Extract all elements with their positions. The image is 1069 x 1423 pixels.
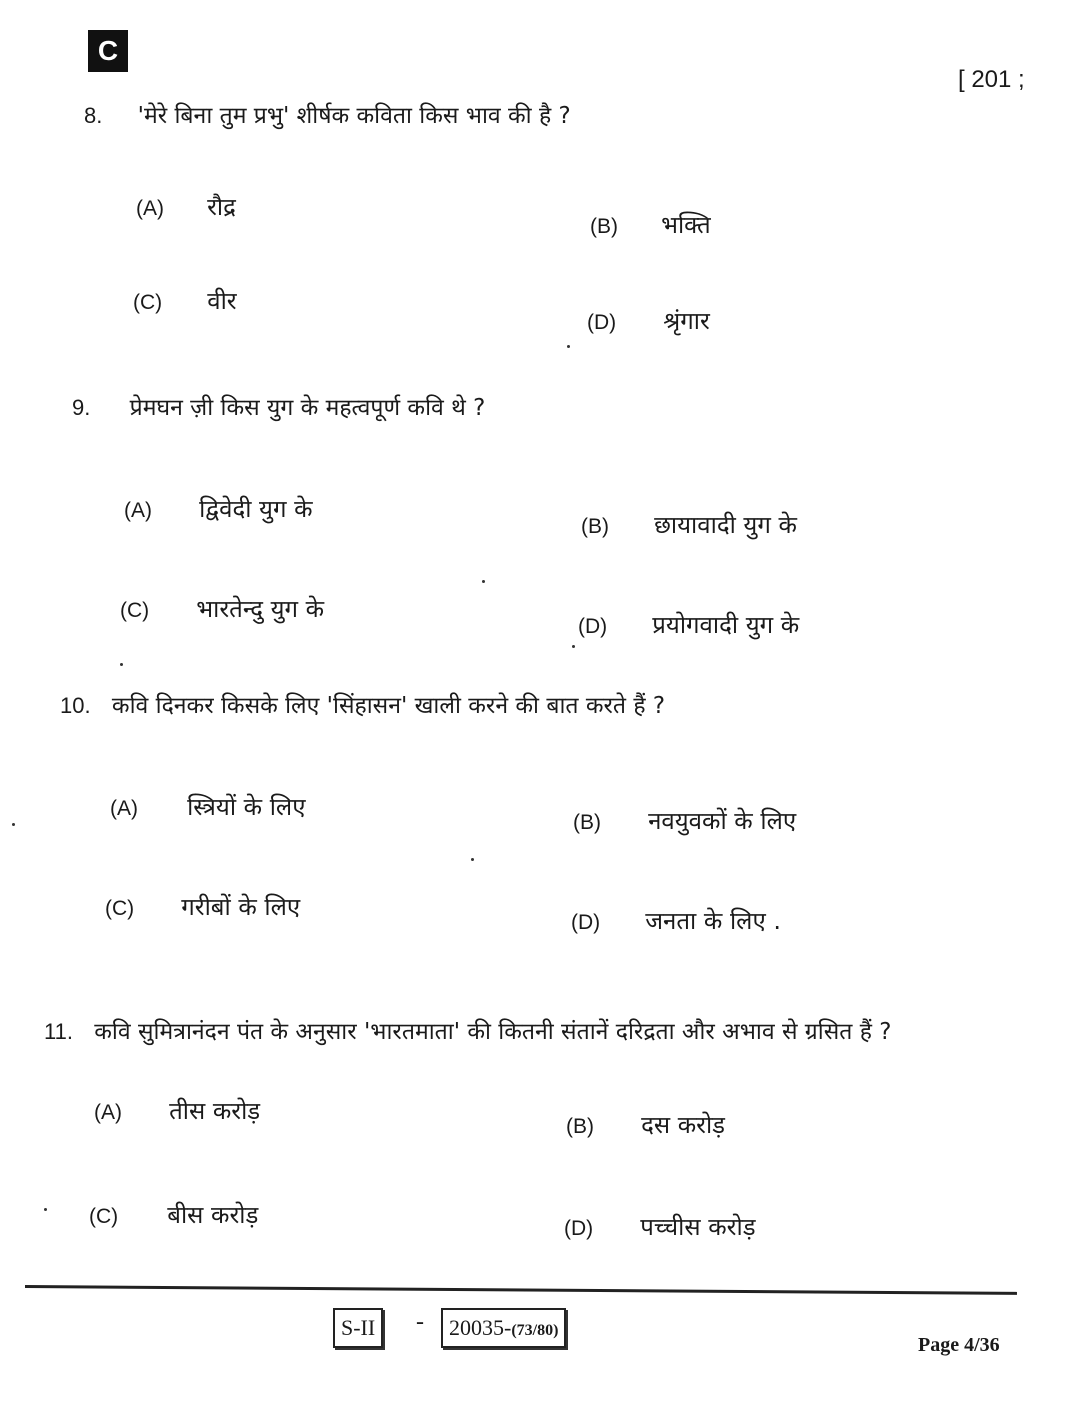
q9-option-a (124, 492, 313, 525)
print-speck (567, 345, 570, 348)
q10-option-a (110, 790, 305, 823)
option-label: (B) (566, 1115, 594, 1138)
option-text: तीस करोड़ (169, 1097, 261, 1125)
option-text: वीर (207, 287, 237, 315)
option-label: (A) (110, 797, 138, 820)
question-number: 10. (60, 693, 91, 718)
question-10 (60, 688, 665, 720)
q8-option-c (133, 284, 237, 317)
paper-code-box (441, 1308, 566, 1348)
option-text: रौद्र (207, 193, 236, 221)
option-label: (C) (105, 897, 135, 920)
option-text: स्त्रियों के लिए (187, 793, 306, 821)
q9-option-d (578, 608, 799, 641)
option-text: नवयुवकों के लिए (648, 807, 797, 835)
option-label: (D) (564, 1217, 594, 1240)
option-label: (A) (94, 1101, 122, 1124)
option-text: पच्चीस करोड़ (640, 1213, 756, 1241)
option-text: भारतेन्दु युग के (196, 595, 325, 623)
q8-option-d (587, 304, 710, 337)
q10-option-c (105, 890, 300, 923)
option-label: (C) (133, 291, 163, 314)
question-9 (72, 390, 485, 422)
paper-code: 20035- (449, 1315, 512, 1340)
option-label: (A) (136, 197, 164, 220)
option-text: द्विवेदी युग के (199, 495, 313, 523)
page-number: Page 4/36 (918, 1334, 1000, 1356)
question-text: कवि सुमित्रानंदन पंत के अनुसार 'भारतमाता' की कितनी संतानें दरिद्रता और अभाव से ग्रसित हैं ? (94, 1019, 892, 1045)
q10-option-d (571, 904, 781, 937)
option-label: (B) (573, 811, 601, 834)
question-number: 9. (72, 395, 91, 420)
print-speck (471, 858, 474, 861)
print-speck (44, 1208, 47, 1211)
option-label: (D) (578, 615, 608, 638)
q10-option-b (573, 804, 796, 837)
print-speck (120, 663, 123, 666)
option-text: दस करोड़ (641, 1111, 725, 1139)
q11-option-b (566, 1108, 725, 1141)
set-badge: C (88, 30, 128, 72)
option-label: (B) (581, 515, 609, 538)
print-speck (572, 645, 575, 648)
option-text: गरीबों के लिए (181, 893, 301, 921)
option-text: जनता के लिए . (645, 907, 781, 935)
print-speck (482, 580, 485, 583)
question-number: 11. (44, 1019, 73, 1044)
q9-option-b (581, 508, 797, 541)
series-box: S-II (333, 1308, 383, 1348)
q8-option-a (136, 190, 236, 223)
option-text: बीस करोड़ (167, 1201, 259, 1229)
q11-option-a (94, 1094, 260, 1127)
option-label: (C) (89, 1205, 119, 1228)
question-11 (44, 1014, 891, 1046)
option-label: (D) (571, 911, 601, 934)
option-label: (B) (590, 215, 618, 238)
footer-dash: - (416, 1309, 424, 1335)
option-text: श्रृंगार (663, 307, 710, 335)
question-number: 8. (84, 103, 103, 128)
q11-option-c (89, 1198, 258, 1231)
question-text: कवि दिनकर किसके लिए 'सिंहासन' खाली करने की बात करते हैं ? (111, 693, 666, 719)
q8-option-b (590, 208, 711, 241)
print-speck (12, 823, 15, 826)
option-label: (C) (120, 599, 150, 622)
q11-option-d (564, 1210, 756, 1243)
question-8 (84, 98, 571, 130)
footer-rule (25, 1285, 1017, 1295)
paper-code-top: [ 201 ; (958, 66, 1025, 93)
paper-code-suffix: (73/80) (511, 1322, 559, 1339)
question-text: 'मेरे बिना तुम प्रभु' शीर्षक कविता किस भाव की है ? (137, 103, 571, 129)
q9-option-c (120, 592, 324, 625)
option-text: भक्ति (661, 211, 711, 239)
option-label: (A) (124, 499, 152, 522)
option-label: (D) (587, 311, 617, 334)
option-text: प्रयोगवादी युग के (652, 611, 800, 639)
option-text: छायावादी युग के (654, 511, 797, 539)
question-text: प्रेमघन ज़ी किस युग के महत्वपूर्ण कवि थे ? (129, 395, 486, 421)
